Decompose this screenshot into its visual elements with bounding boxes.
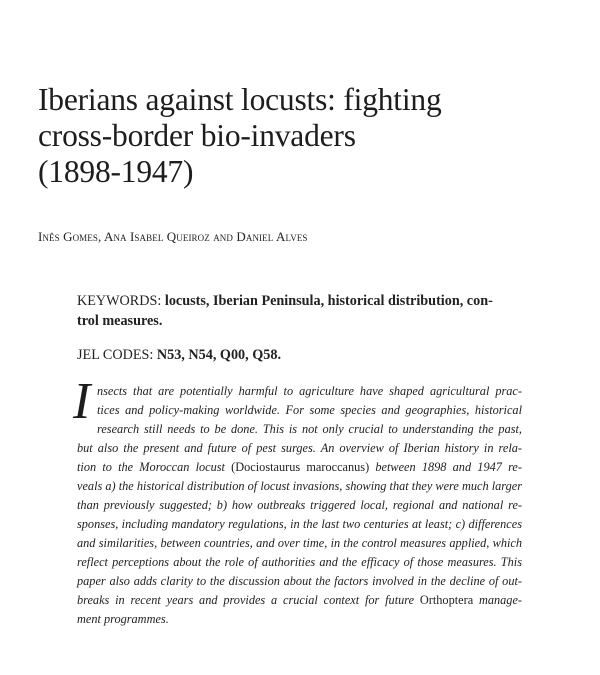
abstract-line: tices and policy-making worldwide. For some species and geographies, historical (97, 403, 522, 417)
paper-title (38, 82, 558, 190)
keywords-terms: locusts, Iberian Peninsula, historical distribution, con- (164, 293, 493, 309)
abstract-fragment: breaks in recent years and provides a crucial context for future (77, 593, 415, 607)
abstract-line: sponses, including mandatory regulations, in the last two centuries at least; c) differences (77, 517, 522, 531)
keywords-label: KEYWORDS: (77, 293, 165, 309)
abstract-fragment: manage- (478, 593, 523, 607)
abstract (73, 373, 523, 629)
jel-codes-section (77, 345, 281, 365)
keywords-terms-continued: trol measures. (77, 313, 163, 329)
keywords-section (77, 291, 522, 331)
abstract-line: than previously suggested; b) how outbreaks triggered local, regional and national re- (77, 498, 522, 512)
abstract-line: and similarities, between countries, and over time, in the control measures applied, which (77, 536, 522, 550)
author-list: Inês Gomes, Ana Isabel Queiroz and Daniel Alves (38, 229, 308, 244)
abstract-fragment: between 1898 and 1947 re- (375, 460, 522, 474)
abstract-line (77, 458, 522, 477)
species-name: (Dociostaurus maroccanus) (231, 460, 370, 474)
abstract-line (77, 591, 522, 610)
taxon-name: Orthoptera (419, 593, 474, 607)
jel-codes: N53, N54, Q00, Q58. (156, 347, 282, 363)
abstract-fragment: tion to the Moroccan locust (77, 460, 225, 474)
abstract-line: ment programmes. (77, 612, 169, 626)
abstract-line: but also the present and future of pest surges. An overview of Iberian history in rela- (77, 441, 522, 455)
jel-label: JEL CODES: (77, 347, 157, 363)
title-line: Iberians against locusts: fighting (38, 82, 442, 117)
title-line: (1898-1947) (38, 154, 194, 189)
abstract-line: reflect perceptions about the role of authorities and the efficacy of those measures. This (77, 555, 522, 569)
title-line: cross-border bio-invaders (38, 118, 356, 153)
drop-cap: I (73, 373, 91, 430)
abstract-line: research still needs to be done. This is not only crucial to understanding the past, (97, 422, 522, 436)
abstract-line: veals a) the historical distribution of locust invasions, showing that they were much larger (77, 479, 522, 493)
abstract-line: paper also adds clarity to the discussion about the factors involved in the decline of out- (77, 574, 522, 588)
abstract-line: nsects that are potentially harmful to agriculture have shaped agricultural prac- (97, 384, 522, 398)
